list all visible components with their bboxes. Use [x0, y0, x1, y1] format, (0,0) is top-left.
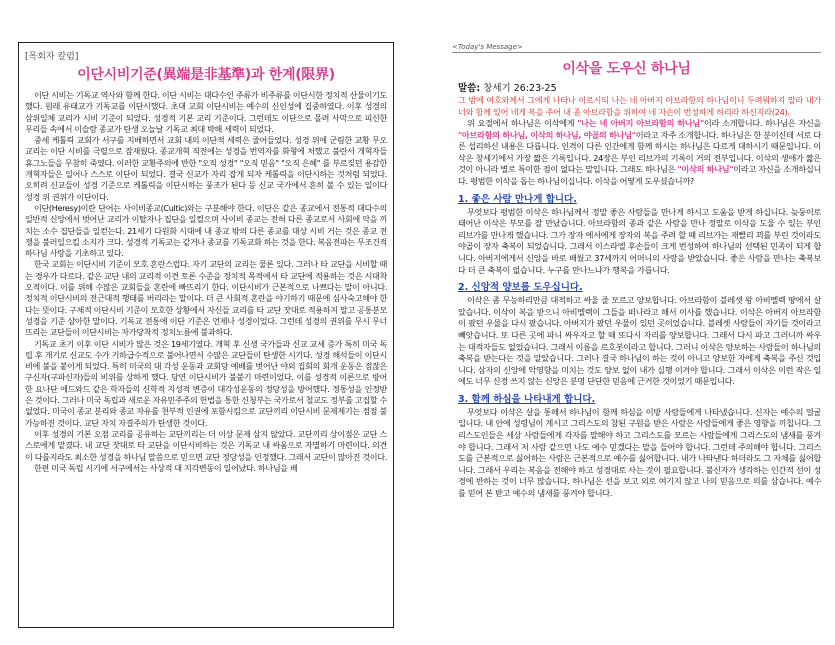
scripture-reference: [458, 80, 557, 94]
column-paragraph: 기독교 초기 이후 이단 시비가 많은 것은 19세기였다. 개혁 후 신생 국가들과 신교 교세 증가 특히 미국 독립 후 개기로 신교도 수가 기하급수적으로 불어나면서 수많은 교단들이 탄생한 시기다. 성경 해석들이 이단시비에 불을 붙이게 되었다. 특히 미국의 대 각성 운동과 교회당 예배를 벗어난 야외 집회의 회개 운동은 점잖은 구신자(구파신자)들의 비위를 상하게 했다. 당연 이단시비가 불붙기 마련이었다. 이를 성경적 이론으로 방어한 요나단 에드와드 같은 학자들의 신학적 지성적 변증이 대각성운동의 정당성을 방어했다. 정통성을 인정받은 것이다. 그러나 미국 독립과 새로운 자유민주주의 헌법을 통한 신청부는 국가로서 철교도 정부를 고집할 수 없었다. 미국이 종교 분리와 종교 자유를 천부적 인권에 포함시킴으로 교단끼리 이단시비 문제제기는 점점 불가능하진 것이다. 교단 자치 자결주의가 탄생한 것이다.: [25, 338, 387, 428]
left-page: [0, 0, 410, 645]
header-rule: [452, 52, 821, 53]
sermon-body: [458, 95, 821, 500]
scripture-label: 말씀:: [458, 83, 481, 94]
intro-highlight: "아브라함의 하나님, 이삭의 하나님, 야곱의 하나님": [458, 129, 636, 140]
pastor-column-box: [18, 42, 394, 628]
column-paragraph: 중세 케톨릭 교회가 서구를 지배하면서 교회 내의 이단적 세력은 줄어들었다. 성경 위에 군림한 교황 무오 교리는 이단 시비를 극렬으로 잠재웠다. 종교개혁 직전에는 성경을 번역자를 화형에 처했고 불란서 개혁자들 휴그노들을 무참히 죽였다. 이러한 교황주의에 반한 "오직 성경" "오직 믿음" "오직 은혜" 를 부르짖던 용감한 개혁자들은 일어나 스스로 이단이 되었다. 결국 신교가 자리 잡게 되자 케톨릭을 이단시하는 것처럼 되었다. 오히려 신교들이 성경 기준으로 케톨릭을 이단시하는 풍조가 된다 등 신교 국가에서 흔히 볼 수 있는 일이다 성경 위 권위가 이단이다.: [25, 135, 387, 202]
scripture-ref: 창세기 26:23-25: [483, 83, 557, 94]
column-title: 이단시비기준(異端是非基準)과 한계(限界): [77, 67, 335, 83]
intro-text: 이라 소개합니다. 하나님은 자신을: [703, 118, 821, 128]
section-heading: 1. 좋은 사람 만나게 합니다.: [458, 193, 577, 205]
intro-paragraph: [458, 118, 821, 188]
column-paragraph: 이단 시비는 기독교 역사와 함께 한다. 이단 시비는 대다수인 주류가 비주류를 이단시한 정치적 산물이기도 했다. 원래 유태교가 기독교를 이단시했다. 초대 교회 이단시비는 예수의 신인성에 집중하였다. 이후 성경의 삼위일체 교리가 시비 기준이 되었다. 성경적 기본 교리 기준이다. 그런데도 이단으로 몰려 사막으로 피신한 무리들 속에서 이슬람 종교가 탄생 오늘날 기독교 최대 박해 세력이 되었다.: [25, 90, 387, 134]
intro-text: 이라고 자주 소개합니다. 하나님은 한 분이신데 서로 다른 섭리하신 내용은 다릅니다. 인격이 다른 인간에게 함께 하시는 하나님은 다르게 대하시기 때문입니다. 이삭은 창세기에서 가장 짧은 기록입니다. 24장은 부인 리브가의 기록이 거의 전부입니다. 이삭의 생애가 짧은 것이 아니라 별로 특이한 점이 없다는 말입니다. 그래도 하나님은: [458, 129, 821, 175]
section-paragraph: 무엇보다 이삭은 살을 통해서 하나님이 함께 하심을 이방 사람들에게 나타냈습니다. 신자는 예수의 얼굴입니다. 내 안에 성령님이 계시고 그리스도의 참된 구원을 받은 사람은 사람들에게 좋은 영향을 끼칩니다. 그리스도인들은 세상 사람들에게 각자를 말해야 하고 그리스도를 모르는 사람들에게 그리스도의 냄새를 풍겨야 합니다. 그래서 저 사람 같으면 나도 예수 믿겠다는 말을 들어야 합니다. 그런데 주의해야 합니다. 그리스도를 근본적으로 싫어하는 사람은 근본적으로 예수를 싫어합니다. 내가 나타낸다 하더라도 그 자체를 싫어합니다. 그래서 우리는 복음을 전해야 하고 성경대로 사는 것이 필요합니다. 불신자가 생각하는 인간적 선이 성경에 반하는 것이 너무 많습니다. 하나님은 선을 보고 외로 여기지 않고 나의 믿음으로 의를 삼습니다. 예수를 믿어 본 받고 예수의 냄새를 풍겨야 합니다.: [458, 406, 821, 499]
column-paragraph: 한편 미국 독립 시기에 서구에서는 사상적 대 지각변동이 일어났다. 하나님을 배: [34, 462, 298, 473]
header-tag: <Today's Message>: [452, 43, 523, 51]
section-heading: 3. 함께 하심을 나타내게 합니다.: [458, 393, 596, 405]
section-paragraph: 이삭은 좀 무능하리만큼 대적하고 싸울 줄 모르고 양보합니다. 아브라함이 블레셋 왕 아비멜렉 땅에서 살았습니다. 이삭이 복을 받으니 아비멜렉이 그들을 떠나라고 해서 이사를 했습니다. 이삭은 아버지 아브라함이 팠던 우물을 다시 팠습니다. 아버지가 팠던 우물이 있던 곳이었습니다. 블레셋 사람들이 자기들 것이라고 빼앗습니다. 또 다른 곳에 파니 싸우자고 할 때 또다시 자리를 양보합니다. 그래서 다시 파고 그러니까 싸우는 대적자들도 없었습니다. 그래서 이름을 르호봇이라고 합니다. 그러니 이삭은 양보하는 사람들이 하나님의 축복을 받는다는 것을 알았습니다. 그러나 결국 하나님이 하는 것이 아니고 양보한 자에게 축복을 주신 것입니다. 삼자의 신앙에 악영향을 미치는 것도 양보 없이 내가 실행 이겨야 합니다. 그래서 이삭은 이런 작은 일에도 너무 신경 쓰지 않는 신앙은 분명 단단한 믿음에 근거한 것이었기 때문입니다.: [458, 295, 821, 387]
intro-text: 위 요절에서 하나님은 이삭에게: [467, 118, 578, 128]
column-label: [목회자 칼럼]: [25, 52, 79, 62]
sermon-title: 이삭을 도우신 하나님: [562, 61, 691, 77]
right-page: [418, 0, 835, 645]
column-paragraph: 이후 성경의 기본 오점 교리를 공유하는 교단끼리는 더 이상 문제 삼지 않았다. 교단끼리 상이점은 교단 스스로에게 맡겼다. 내 교단 잣대로 타 교단을 이단시비하는 것은 기독교 내 싸움으로 자멸하기 마련이다. 의견이 다를지라도 최소한 성경을 하나님 말씀으로 믿으면 교단 정당성을 인정했다. 그래서 교단이 많아진 것이다.: [25, 428, 387, 462]
section-heading: 2. 신앙적 양보를 도우십니다.: [458, 282, 583, 294]
column-paragraph: 한국 교회는 이단시비 기준이 모호 혼란스럽다. 자기 교단의 교리는 물론 있다. 그러나 타 교단을 시비할 때는 경우가 다르다. 같은 교단 내의 교리적 이견 토론 수준을 정치적 목적에서 타 교단에 적용하는 것은 시대착오적이다. 이를 위해 수많은 교회들을 혼란에 빠뜨리기 한다. 이단시비가 근본적으로 나쁘다는 말이 아니다. 정치적 이단시비의 전근대적 행태를 버리라는 말이다. 더 큰 사회적 혼란을 야기하기 때문에 심사숙고해야 한다는 뜻이다. 구체적 이단시비 기준이 모호한 상황에서 자신들 교리를 타 교단 잣대로 적용하지 말고 공통분모 성경을 기준 삼아한 말이다. 기독교 전통에 이단 기준은 언제나 성경이었다. 그런데 성경의 권위를 무시 무너뜨리는 교단들이 이단시비는 자가당착적 정치노름에 불과하다.: [25, 259, 387, 338]
intro-highlight: "이삭의 하나님": [677, 164, 734, 175]
intro-text: 이라고 자신을 소개하십니다. 평범한 이삭을 돕는 하나님이십니다. 이삭을 어떻게 도우셨습니까?: [458, 164, 822, 186]
section-paragraph: 무엇보다 평범한 이삭은 하나님께서 정말 좋은 사람들을 만나게 하시고 도움을 받게 하십니다. 늦둥이로 태어난 이삭은 부모를 잘 만났습니다. 아브라함의 종과 같은 사람을 만나 정말로 이삭을 도울 수 있는 부인 리브가를 만나게 했습니다. 그가 장자 에서에게 장자의 복을 주려 할 때 리브가는 재빨리 꾀를 부린 것이라도 야곱이 장자 축복이 되었습니다. 그래서 이스라엘 후손들이 크게 번성하여 하나님의 선택된 민족이 되게 합니다. 아버지에게서 신앙을 바로 배웠고 37세까지 어머니의 사랑을 받았습니다. 좋은 사람을 만나는 축복보다 더 큰 축복이 없습니다. 누구를 만나느냐가 행복을 가릅니다.: [458, 206, 821, 275]
column-paragraph: 이단(Heresy)이란 단어는 사이비종교(Cultic)와는 구분해야 한다. 이단은 같은 종교에서 전통적 대다수의 일반적 신앙에서 벗어난 교리가 이탈자나 집단을 일컬으며 사이비 종교는 전혀 다른 종교로서 사회에 악을 끼치는 소수 집단들을 일컫는다. 21세기 다원화 시대에 내 종교 밖의 다른 종교를 대상 시비 거는 것은 종교 전쟁을 불러일으킬 소지가 크다. 성경적 기독교는 같거나 종교를 기독교화 하는 것을 한다. 복음전파는 무조건적 하나님 사랑을 기초하고 있다.: [25, 202, 387, 259]
key-verse: 그 밤에 여호와께서 그에게 나타나 이르시되 나는 네 아버지 아브라함의 하나님이니 두려워하지 말라 내가 너와 함께 있어 네게 복을 주어 내 종 아브라함을 위하여 네 자손이 번성하게 하리라 하신지라(24).: [458, 95, 821, 117]
intro-highlight: "나는 네 아버지 아브라함의 하나님": [577, 118, 704, 128]
